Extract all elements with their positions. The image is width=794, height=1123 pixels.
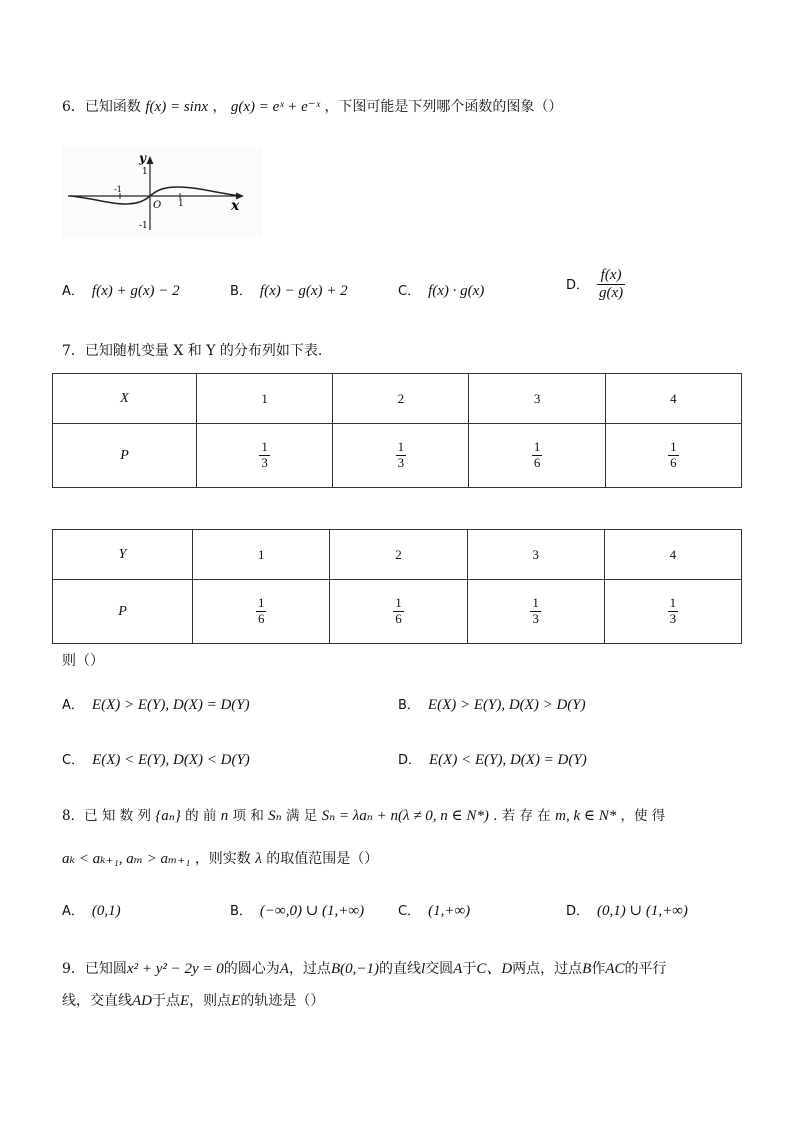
q8-text: 的取值范围是（） <box>266 851 379 867</box>
option-label: D． <box>398 753 422 768</box>
graph-y-one: 1 <box>142 167 148 177</box>
option-label: A． <box>62 904 84 919</box>
table-cell: 3 <box>469 374 605 424</box>
q8-option-a[interactable] <box>62 900 121 920</box>
q8-text: ，使 得 <box>620 808 666 824</box>
option-label: A． <box>62 284 84 299</box>
table-cell: $\frac{1}{3}$ <box>604 580 741 644</box>
table-header-y: Y <box>53 530 193 580</box>
q8-lambda: λ <box>255 851 262 867</box>
q9-point-a: A <box>279 961 289 977</box>
option-text: E(X) > E(Y), D(X) = D(Y) <box>91 697 250 713</box>
q7-option-a[interactable] <box>62 694 250 714</box>
table-y-distribution <box>52 529 742 644</box>
q9-text: ，过点 <box>288 961 331 977</box>
q6-stem <box>62 96 562 116</box>
q8-n: n <box>220 808 229 824</box>
q7-stem <box>62 340 322 360</box>
table-cell: $\frac{1}{3}$ <box>467 580 604 644</box>
q9-text: 作 <box>591 961 606 977</box>
q7-then <box>62 650 104 670</box>
q8-text: 项 和 <box>232 808 264 824</box>
table-cell: $\frac{1}{6}$ <box>193 580 330 644</box>
q8-option-d[interactable] <box>566 900 688 920</box>
q9-points-cd: C、D <box>476 961 513 977</box>
graph-y-label: y <box>139 151 146 165</box>
q9-point-a: A <box>453 961 463 977</box>
graph-x-one: 1 <box>178 199 184 209</box>
option-label: C． <box>398 904 421 919</box>
q6-function-graph <box>62 146 262 238</box>
q6-option-b[interactable] <box>230 280 348 300</box>
table-cell: 1 <box>193 530 330 580</box>
option-text: E(X) < E(Y), D(X) < D(Y) <box>92 752 250 768</box>
q8-text: 的 前 <box>185 808 217 824</box>
graph-y-neg-one: -1 <box>139 221 148 231</box>
option-label: D． <box>566 904 590 919</box>
q9-text: 于 <box>462 961 477 977</box>
q6-option-a[interactable] <box>62 280 180 300</box>
q9-point-e: E <box>180 993 190 1009</box>
option-text: (0,1) ∪ (1,+∞) <box>597 903 688 919</box>
table-cell: 4 <box>604 530 741 580</box>
table-cell: 2 <box>330 530 467 580</box>
table-cell: $\frac{1}{3}$ <box>333 424 469 488</box>
table-header-p: P <box>53 580 193 644</box>
q8-option-c[interactable] <box>398 900 470 920</box>
table-row <box>53 580 742 644</box>
graph-x-neg-one: -1 <box>114 185 122 194</box>
q8-option-b[interactable] <box>230 900 364 920</box>
q9-text: 交圆 <box>425 961 454 977</box>
q8-stem-line2 <box>62 848 378 868</box>
q9-point-b: B <box>582 961 592 977</box>
q8-condition2: aₖ < aₖ₊₁, aₘ > aₘ₊₁ <box>62 851 191 867</box>
option-text: f(x) − g(x) + 2 <box>259 283 348 299</box>
q6-f-def: f(x) = sinx <box>145 99 208 115</box>
option-text: E(X) > E(Y), D(X) > D(Y) <box>427 697 586 713</box>
q6-stem-tail: ，下图可能是下列哪个函数的图象（） <box>324 99 563 115</box>
q9-text: 两点，过点 <box>512 961 583 977</box>
table-header-p: P <box>53 424 197 488</box>
q9-point-b: B(0,−1) <box>330 961 379 977</box>
option-label: B． <box>230 904 252 919</box>
q8-sn: Sₙ <box>268 808 282 824</box>
table-cell: $\frac{1}{6}$ <box>605 424 741 488</box>
q9-stem-line2 <box>62 990 324 1010</box>
option-label: B． <box>230 284 252 299</box>
q9-text: 线，交直线 <box>62 993 132 1009</box>
q8-condition: Sₙ = λaₙ + n(λ ≠ 0, n ∈ N*) <box>321 808 489 824</box>
option-label: B． <box>398 698 420 713</box>
q9-stem-line1 <box>62 957 667 978</box>
q9-line-ad: AD <box>132 993 152 1009</box>
graph-origin: O <box>153 200 162 211</box>
table-x-distribution <box>52 373 742 488</box>
q9-text: 于点 <box>152 993 180 1009</box>
q6-stem-text: 6．已知函数 <box>62 99 141 115</box>
q8-text: ，则实数 <box>194 851 251 867</box>
q6-option-d[interactable] <box>566 267 625 303</box>
q7-then-text: 则（） <box>62 653 104 669</box>
option-label: C． <box>62 753 85 768</box>
table-header-x: X <box>53 374 197 424</box>
option-label: C． <box>398 284 421 299</box>
q8-text: 8．已 知 数 列 <box>62 808 151 824</box>
table-row <box>53 374 742 424</box>
q8-seq: {aₙ} <box>155 808 181 824</box>
option-text: (1,+∞) <box>428 903 471 919</box>
table-cell: $\frac{1}{3}$ <box>197 424 333 488</box>
graph-x-label: x <box>231 198 240 214</box>
table-cell: 3 <box>467 530 604 580</box>
option-text: f(x) · g(x) <box>428 283 485 299</box>
q9-text: 的平行 <box>624 961 667 977</box>
q6-g-def: g(x) = eˣ + e⁻ˣ <box>230 99 320 115</box>
option-text: (−∞,0) ∪ (1,+∞) <box>259 903 365 919</box>
q9-text: 的轨迹是（） <box>240 993 325 1009</box>
q9-text: 的直线 <box>378 961 421 977</box>
option-label: A． <box>62 698 84 713</box>
table-cell: $\frac{1}{6}$ <box>469 424 605 488</box>
option-text: (0,1) <box>91 903 121 919</box>
q8-text: 满 足 <box>286 808 318 824</box>
q7-stem-text: 7．已知随机变量 X 和 Y 的分布列如下表. <box>62 343 323 359</box>
table-row <box>53 530 742 580</box>
q8-text: . 若 存 在 <box>493 808 551 824</box>
q7-option-d[interactable] <box>398 749 587 769</box>
q9-segment-ac: AC <box>605 961 625 977</box>
q6-option-c[interactable] <box>398 280 484 300</box>
q9-circle: x² + y² − 2y = 0 <box>126 961 224 977</box>
q9-text: 的圆心为 <box>223 961 280 977</box>
q9-line-l: l <box>420 961 426 977</box>
q6-sep: ， <box>212 99 227 115</box>
table-cell: 1 <box>197 374 333 424</box>
q8-stem-line1 <box>62 804 665 825</box>
option-text: f(x) + g(x) − 2 <box>91 283 180 299</box>
q7-option-b[interactable] <box>398 694 586 714</box>
table-cell: $\frac{1}{6}$ <box>330 580 467 644</box>
option-fraction: $\frac{f(x)}{g(x)}$ <box>599 267 624 302</box>
q9-text: 9．已知圆 <box>62 961 127 977</box>
q9-text: ，则点 <box>189 993 232 1009</box>
table-cell: 2 <box>333 374 469 424</box>
q9-point-e: E <box>231 993 241 1009</box>
table-cell: 4 <box>605 374 741 424</box>
option-text: E(X) < E(Y), D(X) = D(Y) <box>429 752 587 768</box>
q8-mk: m, k ∈ N* <box>555 808 617 824</box>
table-row <box>53 424 742 488</box>
q7-option-c[interactable] <box>62 749 250 769</box>
option-label: D． <box>566 277 590 293</box>
